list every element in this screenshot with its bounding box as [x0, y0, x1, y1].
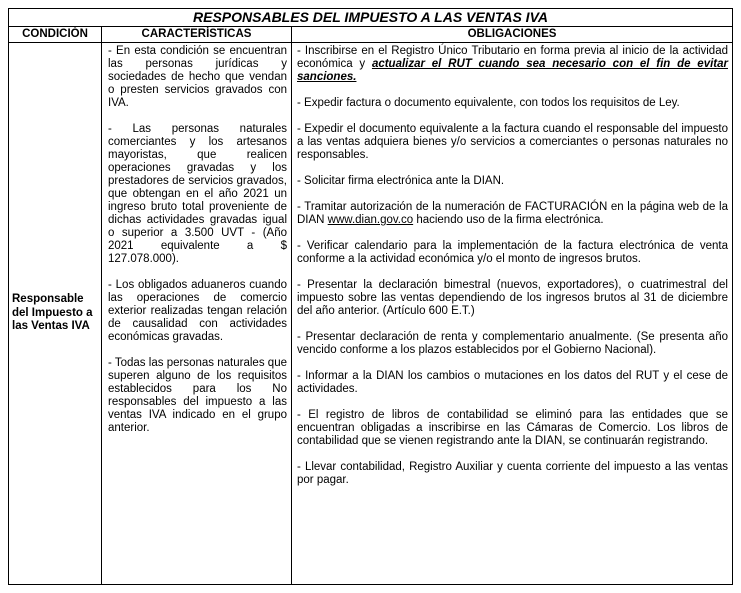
obligaciones-cell [292, 43, 732, 584]
obligacion-6: - Verificar calendario para la implementación de la factura electrónica de venta conforme a la actividad económica y/o el monto de ingresos brutos. [297, 240, 728, 265]
obligacion-10: - El registro de libros de contabilidad se eliminó para las entidades que se encuentran obligadas a inscribirse en las Cámaras de Comercio. Los libros de contabilidad que se vienen registrando ante la DIAN, se continuarán registrando. [297, 409, 728, 447]
caracteristica-2: - Las personas naturales comerciantes y los artesanos mayoristas, que realicen operaciones gravadas y los prestadores de servicios gravados, que obtengan en el año 2021 un ingreso bruto total proveniente de dichas actividades gravadas igual o superior a 3.500 UVT - (Año 2021 equivalente a $ 127.078.000). [108, 123, 287, 265]
dian-website-link[interactable]: www.dian.gov.co [327, 214, 414, 226]
caracteristica-3: - Los obligados aduaneros cuando las operaciones de comercio exterior realizadas tengan relación de causalidad con actividades económicas gravadas. [108, 279, 287, 343]
obligacion-11: - Llevar contabilidad, Registro Auxiliar y cuenta corriente del impuesto a las ventas por pagar. [297, 461, 728, 486]
obligacion-5-text: - Tramitar autorización de la numeración de FACTURACIÓN en la página web de la DIAN [297, 201, 728, 226]
header-row [9, 27, 732, 43]
header-caracteristicas: CARACTERÍSTICAS [102, 27, 292, 42]
obligacion-1-text: - Inscribirse en el Registro Único Tributario en forma previa al inicio de la actividad económica y [297, 45, 728, 70]
caracteristicas-cell [102, 43, 292, 584]
obligacion-9: - Informar a la DIAN los cambios o mutaciones en los datos del RUT y el cese de actividades. [297, 370, 728, 395]
obligacion-5-tail: haciendo uso de la firma electrónica. [413, 214, 604, 226]
obligacion-5 [297, 201, 728, 227]
obligacion-2: - Expedir factura o documento equivalente, con todos los requisitos de Ley. [297, 97, 680, 109]
header-condicion: CONDICIÓN [9, 27, 102, 42]
obligacion-1 [297, 45, 728, 84]
table-title: RESPONSABLES DEL IMPUESTO A LAS VENTAS IVA [9, 9, 732, 27]
caracteristica-4: - Todas las personas naturales que superen alguno de los requisitos establecidos para los No responsables del impuesto a las ventas IVA indicado en el grupo anterior. [108, 357, 287, 434]
obligacion-7: - Presentar la declaración bimestral (nuevos, exportadores), o cuatrimestral del impuesto sobre las ventas dependiendo de los ingresos brutos al 31 de diciembre del año anterior. (Artículo 600 E.T.) [297, 279, 728, 317]
body-row [9, 43, 732, 584]
condicion-cell [9, 43, 102, 584]
obligacion-8: - Presentar declaración de renta y complementario anualmente. (Se presenta año vencido conforme a los plazos establecidos por el Gobierno Nacional). [297, 331, 728, 356]
obligacion-3: - Expedir el documento equivalente a la factura cuando el responsable del impuesto a las ventas adquiera bienes y/o servicios a comerciantes o personas naturales no responsables. [297, 123, 728, 161]
obligacion-1-emphasis: actualizar el RUT cuando sea necesario con el fin de evitar sanciones. [297, 58, 728, 83]
iva-table [8, 8, 733, 585]
condicion-text: Responsable del Impuesto a las Ventas IVA [12, 293, 93, 333]
obligacion-4: - Solicitar firma electrónica ante la DIAN. [297, 175, 505, 187]
header-obligaciones: OBLIGACIONES [467, 28, 557, 40]
caracteristica-1: - En esta condición se encuentran las personas jurídicas y sociedades de hecho que vendan o presten servicios gravados con IVA. [108, 45, 287, 109]
